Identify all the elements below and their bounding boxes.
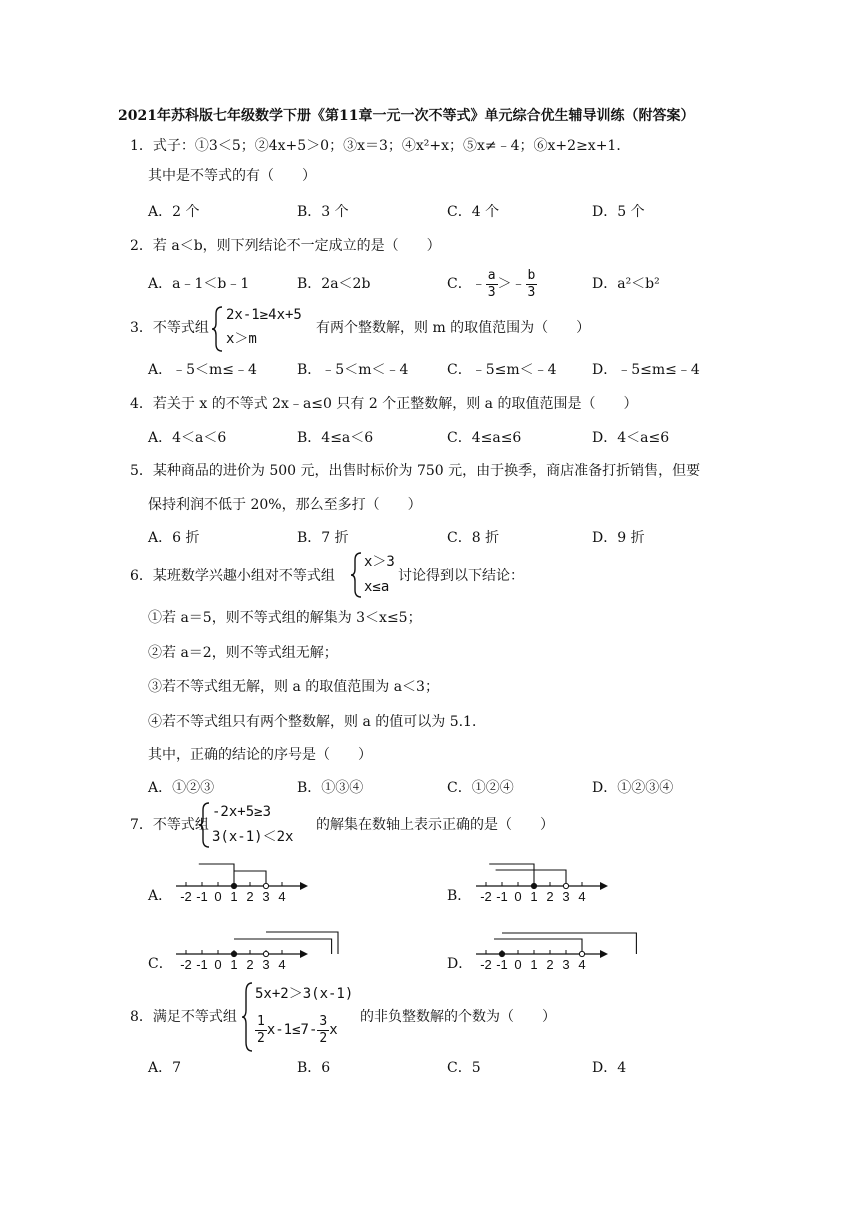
q6-conclusion-1: ①若 a＝5，则不等式组的解集为 3＜x≤5；	[148, 610, 422, 626]
solution-ray	[266, 932, 338, 954]
q6-system-line1: x＞3	[364, 554, 395, 570]
q8-fraction-three-halves: $\frac{3}{2}$	[319, 1013, 328, 1046]
axis-tick-label: 1	[530, 889, 538, 904]
solution-ray	[234, 939, 332, 954]
q2-stem: 2．若 a＜b，则下列结论不一定成立的是（ ）	[130, 238, 441, 254]
q6-option-d[interactable]: D．①②③④	[592, 780, 674, 796]
q3-suffix: 有两个整数解，则 m 的取值范围为（ ）	[316, 320, 591, 336]
q6-option-a[interactable]: A．①②③	[148, 780, 215, 796]
closed-endpoint	[231, 951, 236, 956]
q4-option-a[interactable]: A．4＜a＜6	[148, 430, 227, 446]
q2-fraction-b: $\frac{b}{3}$	[527, 267, 536, 300]
axis-arrow	[600, 882, 608, 890]
axis-arrow	[300, 882, 308, 890]
q2-option-c-mid: ＞﹣	[497, 276, 526, 292]
q6-option-b[interactable]: B．①③④	[297, 780, 364, 796]
q8-fraction-half: $\frac{1}{2}$	[257, 1013, 265, 1046]
axis-tick-label: -1	[196, 889, 208, 904]
q5-option-a[interactable]: A．6 折	[148, 530, 200, 546]
axis-tick-label: 1	[530, 957, 538, 972]
axis-tick-label: 2	[246, 889, 254, 904]
axis-tick-label: 3	[262, 957, 270, 972]
q7-suffix: 的解集在数轴上表示正确的是（ ）	[316, 817, 554, 833]
closed-endpoint	[231, 883, 236, 888]
q7-system-line1: -2x+5≥3	[212, 804, 272, 820]
open-endpoint	[263, 883, 268, 888]
axis-tick-label: 3	[562, 889, 570, 904]
q6-conclusion-2: ②若 a＝2，则不等式组无解；	[148, 645, 338, 661]
axis-tick-label: -2	[180, 957, 192, 972]
q1-option-c[interactable]: C．4 个	[447, 204, 500, 220]
q5-stem-line1: 5．某种商品的进价为 500 元，出售时标价为 750 元，由于换季，商店准备打折销售，但要	[130, 463, 701, 479]
q6-brace	[351, 552, 363, 598]
q4-stem: 4．若关于 x 的不等式 2x﹣a≤0 只有 2 个正整数解，则 a 的取值范围是（ ）	[130, 396, 638, 412]
q1-option-b[interactable]: B．3 个	[297, 204, 349, 220]
page-title: 2021年苏科版七年级数学下册《第11章一元一次不等式》单元综合优生辅导训练（附答案）	[118, 108, 695, 124]
q3-system-line1: 2x-1≥4x+5	[226, 307, 302, 323]
q7-brace	[199, 802, 211, 848]
axis-tick-label: 3	[562, 957, 570, 972]
solution-ray	[489, 864, 534, 886]
axis-tick-label: 2	[546, 889, 554, 904]
axis-tick-label: 0	[514, 957, 522, 972]
q8-suffix: 的非负整数解的个数为（ ）	[360, 1009, 556, 1025]
q3-option-c[interactable]: C．﹣5≤m＜﹣4	[447, 362, 557, 378]
q7-number-line-d[interactable]	[472, 924, 612, 970]
axis-tick-label: 1	[230, 957, 238, 972]
q8-option-b[interactable]: B．6	[297, 1060, 331, 1076]
q3-prefix: 3．不等式组	[130, 320, 209, 336]
q7-option-b-label[interactable]: B．	[447, 888, 472, 904]
q6-conclusion-3: ③若不等式组无解，则 a 的取值范围为 a＜3；	[148, 679, 439, 695]
q5-stem-line2: 保持利润不低于 20%，那么至多打（ ）	[148, 497, 422, 513]
q8-system-line2-end: x	[329, 1022, 338, 1038]
q2-option-d[interactable]: D．a²＜b²	[592, 276, 660, 292]
q8-system-line2	[255, 1010, 338, 1050]
axis-tick-label: 1	[230, 889, 238, 904]
solution-ray	[496, 870, 566, 886]
axis-tick-label: 2	[246, 957, 254, 972]
axis-tick-label: 4	[278, 957, 286, 972]
q7-option-d-label[interactable]: D．	[447, 956, 473, 972]
closed-endpoint	[531, 883, 536, 888]
axis-tick-label: 0	[514, 889, 522, 904]
q7-option-a-label[interactable]: A．	[148, 888, 173, 904]
solution-ray	[502, 933, 636, 954]
q6-prefix: 6．某班数学兴趣小组对不等式组	[130, 568, 335, 584]
q7-system-line2: 3(x-1)＜2x	[212, 829, 294, 845]
q8-brace	[242, 982, 254, 1052]
axis-tick-label: 4	[578, 889, 586, 904]
q3-brace	[212, 306, 224, 352]
q4-option-b[interactable]: B．4≤a＜6	[297, 430, 374, 446]
axis-tick-label: -2	[180, 889, 192, 904]
q7-option-c-label[interactable]: C．	[148, 956, 173, 972]
q1-question: 其中是不等式的有（ ）	[148, 168, 316, 184]
axis-tick-label: -1	[496, 889, 508, 904]
q8-option-c[interactable]: C．5	[447, 1060, 481, 1076]
q7-prefix: 7．不等式组	[130, 817, 209, 833]
q8-system-line2-mid: x-1≤7-	[266, 1022, 318, 1038]
q2-option-a[interactable]: A．a﹣1＜b﹣1	[148, 276, 250, 292]
q6-question: 其中，正确的结论的序号是（ ）	[148, 747, 372, 763]
axis-tick-label: -1	[496, 957, 508, 972]
open-endpoint	[579, 951, 584, 956]
q8-option-d[interactable]: D．4	[592, 1060, 627, 1076]
closed-endpoint	[499, 951, 504, 956]
axis-tick-label: 4	[278, 889, 286, 904]
axis-arrow	[600, 950, 608, 958]
axis-tick-label: -2	[480, 957, 492, 972]
axis-tick-label: 3	[262, 889, 270, 904]
q3-option-d[interactable]: D．﹣5≤m≤﹣4	[592, 362, 700, 378]
q6-suffix: 讨论得到以下结论：	[398, 568, 524, 584]
q5-option-b[interactable]: B．7 折	[297, 530, 349, 546]
q7-number-line-a[interactable]	[172, 856, 312, 902]
axis-tick-label: 0	[214, 957, 222, 972]
q8-prefix: 8．满足不等式组	[130, 1009, 237, 1025]
solution-ray	[494, 939, 582, 954]
q4-option-c[interactable]: C．4≤a≤6	[447, 430, 522, 446]
q3-option-a[interactable]: A．﹣5＜m≤﹣4	[148, 362, 257, 378]
q6-conclusion-4: ④若不等式组只有两个整数解，则 a 的值可以为 5.1．	[148, 714, 486, 730]
q1-stem: 1．式子：①3＜5；②4x+5＞0；③x＝3；④x²+x；⑤x≠﹣4；⑥x+2≥x+1．	[130, 138, 631, 154]
q2-option-b[interactable]: B．2a＜2b	[297, 276, 371, 292]
axis-tick-label: 2	[546, 957, 554, 972]
q3-system-line2: x＞m	[226, 331, 257, 347]
q8-option-a[interactable]: A．7	[148, 1060, 182, 1076]
axis-tick-label: -1	[196, 957, 208, 972]
open-endpoint	[563, 883, 568, 888]
q1-option-d[interactable]: D．5 个	[592, 204, 645, 220]
q5-option-c[interactable]: C．8 折	[447, 530, 500, 546]
q2-option-c[interactable]	[447, 262, 537, 306]
q2-option-c-prefix: C．﹣	[447, 276, 486, 292]
solution-ray	[199, 864, 234, 886]
open-endpoint	[263, 951, 268, 956]
axis-tick-label: 4	[578, 957, 586, 972]
q6-system-line2: x≤a	[364, 579, 390, 595]
q8-system-line1: 5x+2＞3(x-1)	[255, 986, 354, 1002]
q1-option-a[interactable]: A．2 个	[148, 204, 200, 220]
q7-number-line-b[interactable]	[472, 856, 612, 902]
q6-option-c[interactable]: C．①②④	[447, 780, 514, 796]
q7-number-line-c[interactable]	[172, 924, 312, 970]
q4-option-d[interactable]: D．4＜a≤6	[592, 430, 670, 446]
q3-option-b[interactable]: B．﹣5＜m＜﹣4	[297, 362, 409, 378]
q5-option-d[interactable]: D．9 折	[592, 530, 645, 546]
q2-fraction-a: $\frac{a}{3}$	[487, 267, 496, 300]
axis-arrow	[300, 950, 308, 958]
axis-tick-label: 0	[214, 889, 222, 904]
axis-tick-label: -2	[480, 889, 492, 904]
